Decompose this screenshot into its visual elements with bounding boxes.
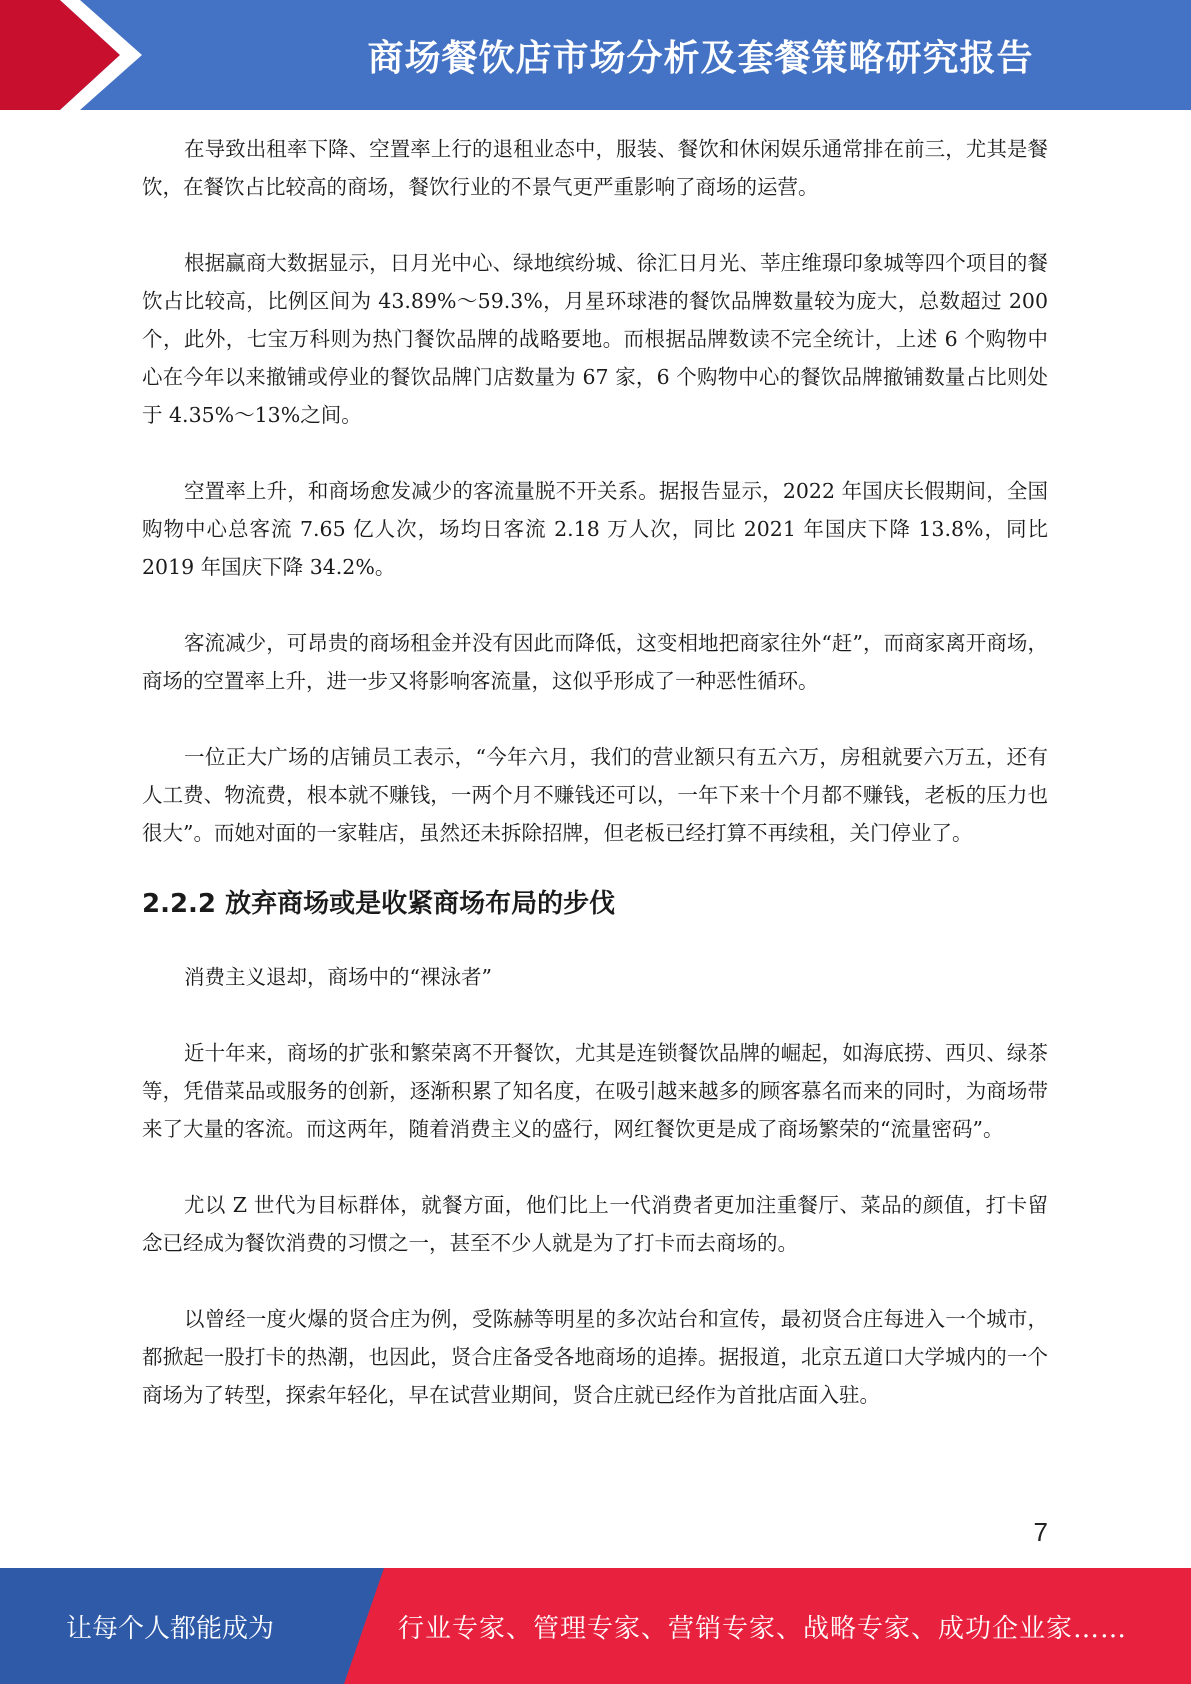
page-footer — [0, 1568, 1191, 1684]
paragraph: 根据赢商大数据显示，日月光中心、绿地缤纷城、徐汇日月光、莘庄维璟印象城等四个项目的餐饮占比较高，比例区间为 43.89%～59.3%，月星环球港的餐饮品牌数量较为庞大，总数超过 200 个，此外，七宝万科则为热门餐饮品牌的战略要地。而根据品牌数读不完全统计，上述 6 个购物中心在今年以来撤铺或停业的餐饮品牌门店数量为 67 家，6 个购物中心的餐饮品牌撤铺数量占比则处于 4.35%～13%之间。 — [142, 251, 1048, 427]
section-heading: 2.2.2 放弃商场或是收紧商场布局的步伐 — [142, 889, 616, 919]
footer-slogan-left: 让每个人都能成为 — [65, 1613, 274, 1644]
paragraph: 近十年来，商场的扩张和繁荣离不开餐饮，尤其是连锁餐饮品牌的崛起，如海底捞、西贝、绿茶等，凭借菜品或服务的创新，逐渐积累了知名度，在吸引越来越多的顾客慕名而来的同时，为商场带来了大量的客流。而这两年，随着消费主义的盛行，网红餐饮更是成了商场繁荣的“流量密码”。 — [142, 1041, 1048, 1141]
paragraph: 客流减少，可昂贵的商场租金并没有因此而降低，这变相地把商家往外“赶”，而商家离开商场，商场的空置率上升，进一步又将影响客流量，这似乎形成了一种恶性循环。 — [142, 631, 1048, 693]
paragraph: 空置率上升，和商场愈发减少的客流量脱不开关系。据报告显示，2022 年国庆长假期间，全国购物中心总客流 7.65 亿人次，场均日客流 2.18 万人次，同比 2021 年国庆下降 13.8%，同比 2019 年国庆下降 34.2%。 — [142, 479, 1048, 579]
paragraph: 以曾经一度火爆的贤合庄为例，受陈赫等明星的多次站台和宣传，最初贤合庄每进入一个城市，都掀起一股打卡的热潮，也因此，贤合庄备受各地商场的追捧。据报道，北京五道口大学城内的一个商场为了转型，探索年轻化，早在试营业期间，贤合庄就已经作为首批店面入驻。 — [142, 1307, 1048, 1407]
subheading-paragraph: 消费主义退却，商场中的“裸泳者” — [184, 965, 492, 989]
page-number: 7 — [1033, 1517, 1048, 1547]
document-title: 商场餐饮店市场分析及套餐策略研究报告 — [367, 37, 1034, 79]
footer-slogan-right: 行业专家、管理专家、营销专家、战略专家、成功企业家…… — [398, 1613, 1128, 1644]
paragraph: 尤以 Z 世代为目标群体，就餐方面，他们比上一代消费者更加注重餐厅、菜品的颜值，打卡留念已经成为餐饮消费的习惯之一，甚至不少人就是为了打卡而去商场的。 — [142, 1193, 1048, 1255]
header-arrow-icon — [0, 0, 160, 110]
page-content — [142, 130, 1048, 1414]
page-header — [0, 0, 1191, 110]
paragraph: 在导致出租率下降、空置率上行的退租业态中，服装、餐饮和休闲娱乐通常排在前三，尤其是餐饮，在餐饮占比较高的商场，餐饮行业的不景气更严重影响了商场的运营。 — [142, 137, 1048, 199]
paragraph: 一位正大广场的店铺员工表示，“今年六月，我们的营业额只有五六万，房租就要六万五，还有人工费、物流费，根本就不赚钱，一两个月不赚钱还可以，一年下来十个月都不赚钱，老板的压力也很大”。而她对面的一家鞋店，虽然还未拆除招牌，但老板已经打算不再续租，关门停业了。 — [142, 745, 1048, 845]
